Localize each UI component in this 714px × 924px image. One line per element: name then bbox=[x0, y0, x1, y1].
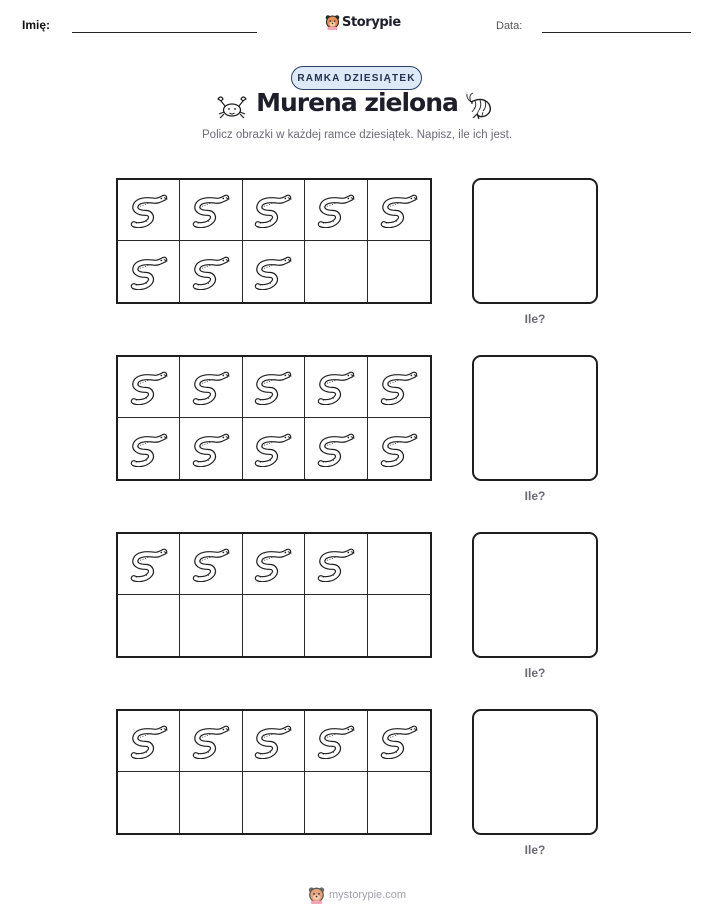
eel-icon bbox=[315, 369, 357, 405]
eel-icon bbox=[190, 431, 232, 467]
eel-icon bbox=[315, 431, 357, 467]
ten-frame-cell bbox=[118, 357, 180, 418]
ten-frame-cell bbox=[180, 241, 242, 302]
eel-icon bbox=[252, 369, 294, 405]
eel-icon bbox=[378, 192, 420, 228]
ten-frame bbox=[116, 532, 432, 658]
ten-frame bbox=[116, 355, 432, 481]
ten-frame-cell bbox=[368, 418, 430, 479]
logo-text: Storypie bbox=[342, 14, 401, 30]
eel-icon bbox=[190, 723, 232, 759]
answer-box[interactable] bbox=[472, 709, 598, 835]
eel-icon bbox=[252, 192, 294, 228]
eel-icon bbox=[378, 431, 420, 467]
ten-frame-cell bbox=[118, 711, 180, 772]
ten-frame bbox=[116, 709, 432, 835]
eel-icon bbox=[315, 723, 357, 759]
eel-icon bbox=[128, 254, 170, 290]
ten-frame-cell bbox=[368, 711, 430, 772]
shrimp-icon bbox=[465, 92, 499, 122]
bear-mascot-icon bbox=[325, 14, 340, 30]
worksheet-title: Murena zielona bbox=[256, 88, 458, 117]
ten-frame-cell bbox=[243, 241, 305, 302]
ten-frame-cell bbox=[180, 418, 242, 479]
ten-frame-cell bbox=[243, 534, 305, 595]
eel-icon bbox=[315, 546, 357, 582]
eel-icon bbox=[190, 546, 232, 582]
answer-label: Ile? bbox=[524, 489, 546, 503]
ten-frame-cell bbox=[368, 534, 430, 595]
answer-box[interactable] bbox=[472, 355, 598, 481]
eel-icon bbox=[252, 723, 294, 759]
ten-frame-cell bbox=[368, 772, 430, 833]
eel-icon bbox=[378, 723, 420, 759]
ten-frame-cell bbox=[118, 180, 180, 241]
ten-frame-cell bbox=[305, 772, 367, 833]
eel-icon bbox=[128, 431, 170, 467]
ten-frame-cell bbox=[180, 772, 242, 833]
ten-frame-cell bbox=[180, 534, 242, 595]
ten-frame-cell bbox=[118, 241, 180, 302]
eel-icon bbox=[252, 546, 294, 582]
worksheet-header bbox=[0, 0, 714, 50]
ten-frame-cell bbox=[118, 595, 180, 656]
eel-icon bbox=[128, 192, 170, 228]
ten-frame-cell bbox=[243, 772, 305, 833]
eel-icon bbox=[128, 546, 170, 582]
ten-frame-cell bbox=[180, 180, 242, 241]
answer-box[interactable] bbox=[472, 532, 598, 658]
eel-icon bbox=[315, 192, 357, 228]
ten-frame-cell bbox=[305, 357, 367, 418]
ten-frame-cell bbox=[180, 357, 242, 418]
ten-frame-cell bbox=[243, 357, 305, 418]
ten-frame-cell bbox=[305, 595, 367, 656]
ten-frame-cell bbox=[118, 418, 180, 479]
ten-frame-cell bbox=[368, 357, 430, 418]
eel-icon bbox=[128, 723, 170, 759]
answer-box[interactable] bbox=[472, 178, 598, 304]
ten-frame-cell bbox=[243, 711, 305, 772]
ten-frame-cell bbox=[180, 711, 242, 772]
bear-mascot-icon bbox=[308, 886, 325, 904]
crab-icon bbox=[216, 92, 248, 122]
ten-frame-cell bbox=[368, 595, 430, 656]
ten-frame-cell bbox=[243, 180, 305, 241]
ten-frame-cell bbox=[305, 418, 367, 479]
eel-icon bbox=[190, 369, 232, 405]
ten-frame-cell bbox=[305, 534, 367, 595]
ten-frame-cell bbox=[305, 180, 367, 241]
instruction-text: Policz obrazki w każdej ramce dziesiątek. Napisz, ile ich jest. bbox=[202, 129, 512, 141]
ten-frame-cell bbox=[368, 241, 430, 302]
eel-icon bbox=[252, 254, 294, 290]
eel-icon bbox=[190, 192, 232, 228]
ten-frame-cell bbox=[118, 772, 180, 833]
date-field-line[interactable] bbox=[542, 32, 691, 33]
ten-frame-cell bbox=[305, 711, 367, 772]
ten-frame bbox=[116, 178, 432, 304]
ten-frame-cell bbox=[368, 180, 430, 241]
date-label: Data: bbox=[496, 20, 523, 32]
name-field-line[interactable] bbox=[72, 32, 257, 33]
eel-icon bbox=[378, 369, 420, 405]
ten-frame-cell bbox=[180, 595, 242, 656]
ten-frame-cell bbox=[305, 241, 367, 302]
answer-label: Ile? bbox=[524, 843, 546, 857]
storypie-logo bbox=[325, 12, 401, 32]
footer-website: mystorypie.com bbox=[329, 889, 407, 901]
ten-frame-cell bbox=[118, 534, 180, 595]
footer bbox=[308, 886, 406, 904]
eel-icon bbox=[252, 431, 294, 467]
eel-icon bbox=[128, 369, 170, 405]
answer-label: Ile? bbox=[524, 666, 546, 680]
eel-icon bbox=[190, 254, 232, 290]
worksheet-type-badge: RAMKA DZIESIĄTEK bbox=[291, 66, 422, 90]
name-label: Imię: bbox=[22, 18, 51, 32]
answer-label: Ile? bbox=[524, 312, 546, 326]
ten-frame-cell bbox=[243, 595, 305, 656]
ten-frame-cell bbox=[243, 418, 305, 479]
